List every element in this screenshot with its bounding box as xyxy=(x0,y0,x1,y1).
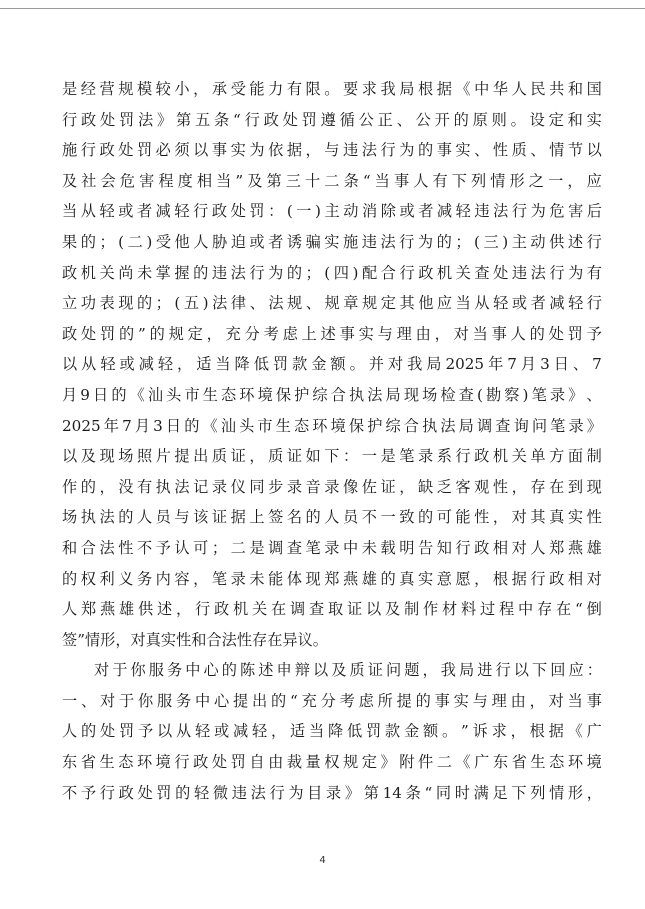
page-number: 4 xyxy=(319,855,326,866)
text-line: 的 权 利 义 务 内 容 ， 笔 录 未 能 体 现 郑 燕 雄 的 真 实 意 愿 ， 根 据 行 政 相 对 xyxy=(62,569,602,588)
text-line: 施 行 政 处 罚 必 须 以 事 实 为 依 据 ， 与 违 法 行 为 的 事 实 、 性 质 、 情 节 以 xyxy=(62,141,602,160)
text-line: 对 于 你 服 务 中 心 的 陈 述 申 辩 以 及 质 证 问 题 ， 我 局 进 行 以 下 回 应 ： xyxy=(94,661,602,680)
text-line: 当 从 轻 或 者 减 轻 行 政 处 罚 ： ( 一 ) 主 动 消 除 或 者 减 轻 违 法 行 为 危 害 后 xyxy=(62,202,602,221)
text-line: 东 省 生 态 环 境 行 政 处 罚 自 由 裁 量 权 规 定 》 附 件 二 《 广 东 省 生 态 环 境 xyxy=(62,753,602,772)
text-line: 人 郑 燕 雄 供 述 ， 行 政 机 关 在 调 查 取 证 以 及 制 作 材 料 过 程 中 存 在 “ 倒 xyxy=(62,600,602,619)
text-line: 2025 年 7 月 3 日 的 《 汕 头 市 生 态 环 境 保 护 综 合 执 法 局 调 查 询 问 笔 录 》 xyxy=(62,416,602,435)
text-line: 作 的 ， 没 有 执 法 记 录 仪 同 步 录 音 录 像 佐 证 ， 缺 乏 客 观 性 ， 存 在 到 现 xyxy=(62,477,602,496)
text-line: 场 执 法 的 人 员 与 该 证 据 上 签 名 的 人 员 不 一 致 的 可 能 性 ， 对 其 真 实 性 xyxy=(62,508,602,527)
text-line: 签”情形，对真实性和合法性存在异议。 xyxy=(62,630,328,649)
text-line: 立 功 表 现 的 ； ( 五 ) 法 律 、 法 规 、 规 章 规 定 其 他 应 当 从 轻 或 者 减 轻 行 xyxy=(62,294,602,313)
document-body xyxy=(62,74,602,808)
text-line: 月 9 日 的 《 汕 头 市 生 态 环 境 保 护 综 合 执 法 局 现 场 检 查 ( 勘 察 ) 笔 录 》 、 xyxy=(62,385,602,404)
text-line: 和 合 法 性 不 予 认 可 ； 二 是 调 查 笔 录 中 未 载 明 告 知 行 政 相 对 人 郑 燕 雄 xyxy=(62,538,602,557)
text-line: 以 从 轻 或 减 轻 ， 适 当 降 低 罚 款 金 额 。 并 对 我 局 2025 年 7 月 3 日 、 7 xyxy=(62,355,602,374)
text-line: 以 及 现 场 照 片 提 出 质 证 ， 质 证 如 下 ： 一 是 笔 录 系 行 政 机 关 单 方 面 制 xyxy=(62,447,602,466)
text-line: 行 政 处 罚 法 》 第 五 条 “ 行 政 处 罚 遵 循 公 正 、 公 开 的 原 则 。 设 定 和 实 xyxy=(62,110,602,129)
text-line: 政 处 罚 的 ” 的 规 定 ， 充 分 考 虑 上 述 事 实 与 理 由 ， 对 当 事 人 的 处 罚 予 xyxy=(62,324,602,343)
text-line: 及 社 会 危 害 程 度 相 当 ” 及 第 三 十 二 条 “ 当 事 人 有 下 列 情 形 之 一 ， 应 xyxy=(62,171,602,190)
text-line: 一 、 对 于 你 服 务 中 心 提 出 的 “ 充 分 考 虑 所 提 的 事 实 与 理 由 ， 对 当 事 xyxy=(62,691,602,710)
text-line: 是 经 营 规 模 较 小 ， 承 受 能 力 有 限 。 要 求 我 局 根 据 《 中 华 人 民 共 和 国 xyxy=(62,80,602,98)
text-line: 政 机 关 尚 未 掌 握 的 违 法 行 为 的 ； ( 四 ) 配 合 行 政 机 关 查 处 违 法 行 为 有 xyxy=(62,263,602,282)
top-border-line xyxy=(0,8,645,9)
text-line: 人 的 处 罚 予 以 从 轻 或 减 轻 ， 适 当 降 低 罚 款 金 额 。 ” 诉 求 ， 根 据 《 广 xyxy=(62,722,602,741)
text-line: 不 予 行 政 处 罚 的 轻 微 违 法 行 为 目 录 》 第 14 条 “ 同 时 满 足 下 列 情 形 ， xyxy=(62,783,602,802)
text-line: 果 的 ； ( 二 ) 受 他 人 胁 迫 或 者 诱 骗 实 施 违 法 行 为 的 ； ( 三 ) 主 动 供 述 行 xyxy=(62,232,602,251)
